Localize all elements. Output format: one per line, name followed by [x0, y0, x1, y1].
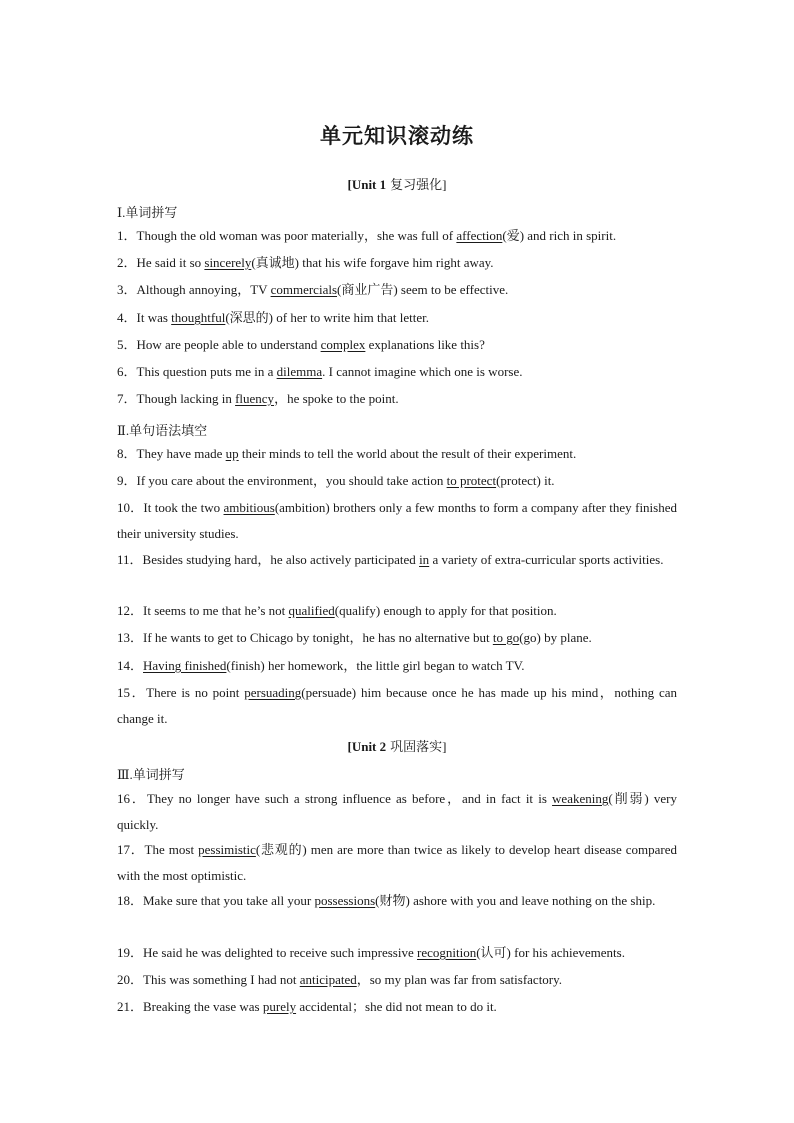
- answer-4: thoughtful: [171, 310, 226, 325]
- answer-16: weakening: [552, 791, 609, 806]
- exercise-item-13: 13．If he wants to get to Chicago by tonight，he has no alternative but to go(go) by plane.: [117, 630, 592, 645]
- exercise-item-18: 18．Make sure that you take all your possessions(财物) ashore with you and leave nothing on the ship.: [117, 893, 656, 908]
- exercise-item-2: 2．He said it so sincerely(真诚地) that his wife forgave him right away.: [117, 255, 494, 270]
- exercise-item-17: 17．The most pessimistic(悲观的) men are more than twice as likely to develop heart disease compared with the most optimistic.: [117, 842, 678, 883]
- exercise-item-8: 8．They have made up their minds to tell the world about the result of their experiment.: [117, 446, 577, 461]
- exercise-item-4: 4．It was thoughtful(深思的) of her to write him that letter.: [117, 310, 429, 325]
- exercise-item-14: 14．Having finished(finish) her homework，the little girl began to watch TV.: [117, 658, 525, 673]
- answer-13: to go: [492, 630, 520, 645]
- exercise-item-6: 6．This question puts me in a dilemma. I cannot imagine which one is worse.: [117, 364, 523, 379]
- exercise-item-11: 11．Besides studying hard，he also actively participated in a variety of extra-curricular sports activities.: [117, 552, 664, 567]
- exercise-item-12: 12．It seems to me that he’s not qualified(qualify) enough to apply for that position.: [117, 603, 557, 618]
- unit1-label: [Unit 1: [347, 177, 387, 192]
- exercise-item-16: 16．They no longer have such a strong influence as before，and in fact it is weakening(削弱) very quickly.: [117, 791, 677, 832]
- section-heading-3: Ⅲ.单词拼写: [117, 767, 185, 782]
- exercise-item-5: 5．How are people able to understand complex explanations like this?: [117, 337, 485, 352]
- answer-8: up: [225, 446, 239, 461]
- exercise-item-7: 7．Though lacking in fluency，he spoke to the point.: [117, 391, 399, 406]
- answer-21: purely: [262, 999, 297, 1014]
- answer-5: complex: [320, 337, 366, 352]
- section-heading-1: Ⅰ.单词拼写: [117, 205, 178, 220]
- answer-9: to protect: [446, 473, 497, 488]
- exercise-item-20: 20．This was something I had not anticipated，so my plan was far from satisfactory.: [117, 972, 563, 987]
- exercise-item-19: 19．He said he was delighted to receive such impressive recognition(认可) for his achievements.: [117, 945, 625, 960]
- answer-12: qualified: [288, 603, 335, 618]
- unit2-label: [Unit 2: [347, 739, 387, 754]
- answer-18: possessions: [314, 893, 376, 908]
- unit1-heading: [0, 174, 794, 193]
- section-heading-2: Ⅱ.单句语法填空: [117, 423, 208, 438]
- page-title: 单元知识滚动练: [320, 124, 474, 148]
- answer-7: fluency: [235, 391, 275, 406]
- answer-6: dilemma: [276, 364, 323, 379]
- answer-3: commercials: [270, 282, 338, 297]
- answer-10: ambitious: [223, 500, 275, 515]
- answer-20: anticipated: [299, 972, 357, 987]
- exercise-item-10: 10．It took the two ambitious(ambition) brothers only a few months to form a company after they finished their university studies.: [117, 500, 677, 541]
- unit2-heading: [0, 736, 794, 755]
- unit1-subtitle: 复习强化]: [390, 177, 447, 192]
- exercise-item-3: 3．Although annoying，TV commercials(商业广告) seem to be effective.: [117, 282, 509, 297]
- answer-15: persuading: [244, 685, 302, 700]
- exercise-item-21: 21．Breaking the vase was purely accidental；she did not mean to do it.: [117, 999, 497, 1014]
- answer-14: Having finished: [143, 658, 227, 673]
- answer-19: recognition: [417, 945, 477, 960]
- answer-1: affection: [456, 228, 503, 243]
- answer-2: sincerely: [204, 255, 252, 270]
- unit2-subtitle: 巩固落实]: [390, 739, 447, 754]
- exercise-item-9: 9．If you care about the environment，you should take action to protect(protect) it.: [117, 473, 555, 488]
- exercise-item-1: 1．Though the old woman was poor materially，she was full of affection(爱) and rich in spirit.: [117, 228, 617, 243]
- answer-11: in: [419, 552, 430, 567]
- exercise-item-15: 15．There is no point persuading(persuade) him because once he has made up his mind，nothing can change it.: [117, 685, 677, 726]
- answer-17: pessimistic: [198, 842, 256, 857]
